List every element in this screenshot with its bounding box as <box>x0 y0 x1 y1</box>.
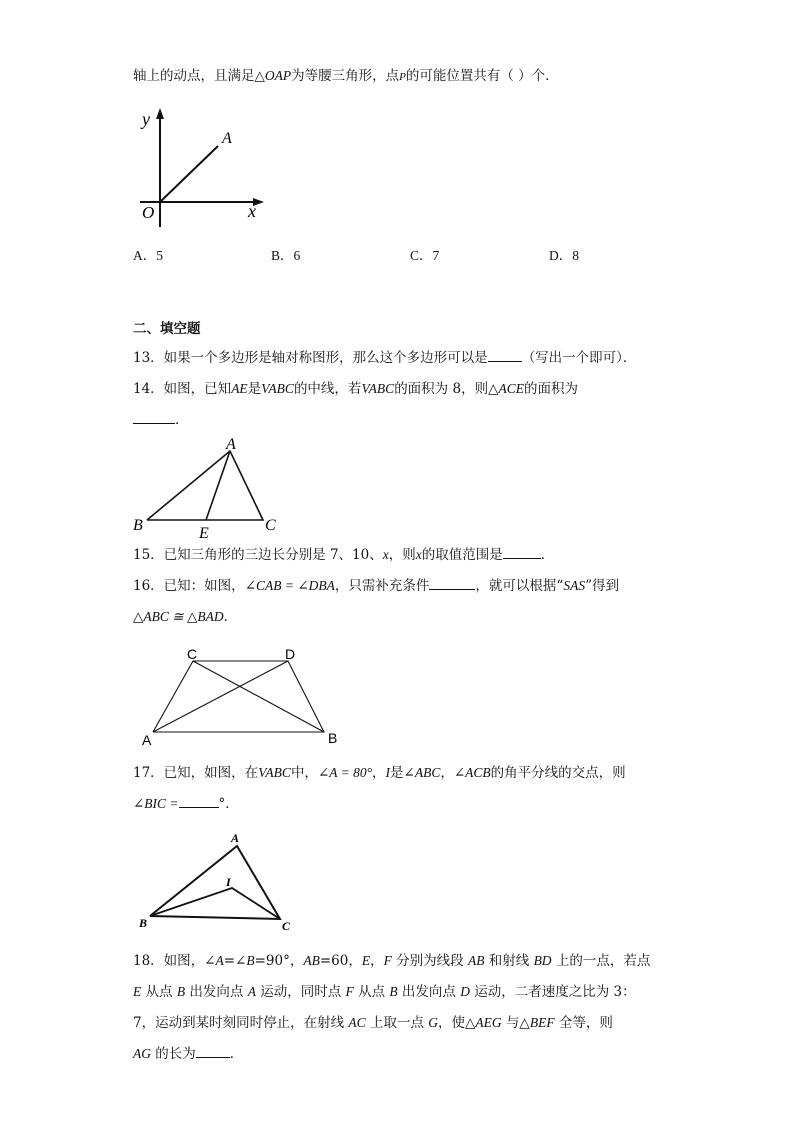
q17-triangle-figure <box>136 826 306 936</box>
axis-x-label: x <box>248 201 256 221</box>
q17-text: 17．已知，如图，在VABC中，∠A = 80°，I是∠ABC，∠ACB的角平分线的交点，则 <box>133 765 626 781</box>
q14-answer-line: ． <box>133 411 189 429</box>
q16-conclusion: △ABC ≅ △BAD． <box>133 609 238 625</box>
vertex-c-label: C <box>265 517 276 534</box>
option-b[interactable]: B．6 <box>271 248 301 263</box>
axis-y-label: y <box>142 109 150 129</box>
q14-answer-blank[interactable] <box>133 411 175 424</box>
vertex-d-label: D <box>285 646 296 662</box>
vertex-a-label: A <box>142 732 152 748</box>
option-c[interactable]: C．7 <box>410 248 440 263</box>
vertex-b-label: B <box>133 517 143 534</box>
midpoint-e-label: E <box>199 525 209 542</box>
q17-answer-line: ∠BIC = °． <box>133 796 239 812</box>
q15-text: 15．已知三角形的三边长分别是 7、10、x，则x的取值范围是 ． <box>133 547 555 563</box>
vertex-a-label: A <box>226 436 236 453</box>
q18-answer-blank[interactable] <box>196 1045 230 1058</box>
q16-text: 16．已知：如图，∠CAB = ∠DBA，只需补充条件 ，就可以根据“SAS”得到 <box>133 578 619 594</box>
option-a[interactable]: A．5 <box>133 248 163 263</box>
q13-answer-blank[interactable] <box>488 349 522 362</box>
incenter-i-label: I <box>226 875 231 889</box>
q16-quadrilateral-figure <box>138 644 348 750</box>
q17-answer-blank[interactable] <box>179 795 219 808</box>
vertex-a-label: A <box>231 831 240 845</box>
q13-text: 13．如果一个多边形是轴对称图形，那么这个多边形可以是 （写出一个即可）． <box>133 350 637 366</box>
option-d[interactable]: D．8 <box>549 248 579 263</box>
q16-answer-blank[interactable] <box>429 577 475 590</box>
q14-triangle-figure <box>130 434 280 544</box>
q12-text: 轴上的动点，且满足△OAP为等腰三角形，点P的可能位置共有（ ）个． <box>133 68 559 84</box>
vertex-c-label: C <box>282 919 291 933</box>
q18-line-1: 18．如图，∠A=∠B=90°，AB=60，E，F 分别为线段 AB 和射线 BD 上的一点，若点 <box>133 953 651 969</box>
q14-text: 14．如图，已知AE是VABC的中线，若VABC的面积为 8，则△ACE的面积为 <box>133 381 578 397</box>
origin-label: O <box>142 203 155 222</box>
q15-answer-blank[interactable] <box>503 546 541 559</box>
q12-coordinate-figure <box>128 105 278 230</box>
vertex-c-label: C <box>187 646 198 662</box>
q18-line-2: E 从点 B 出发向点 A 运动，同时点 F 从点 B 出发向点 D 运动，二者速度之比为 3： <box>133 984 636 1000</box>
vertex-b-label: B <box>328 730 338 746</box>
q18-line-3: 7，运动到某时刻同时停止，在射线 AC 上取一点 G，使△AEG 与△BEF 全等，则 <box>133 1015 613 1031</box>
q18-line-4: AG 的长为 ． <box>133 1046 244 1062</box>
vertex-b-label: B <box>139 916 148 930</box>
point-a-label: A <box>222 130 232 147</box>
section-title: 二、填空题 <box>133 321 201 337</box>
